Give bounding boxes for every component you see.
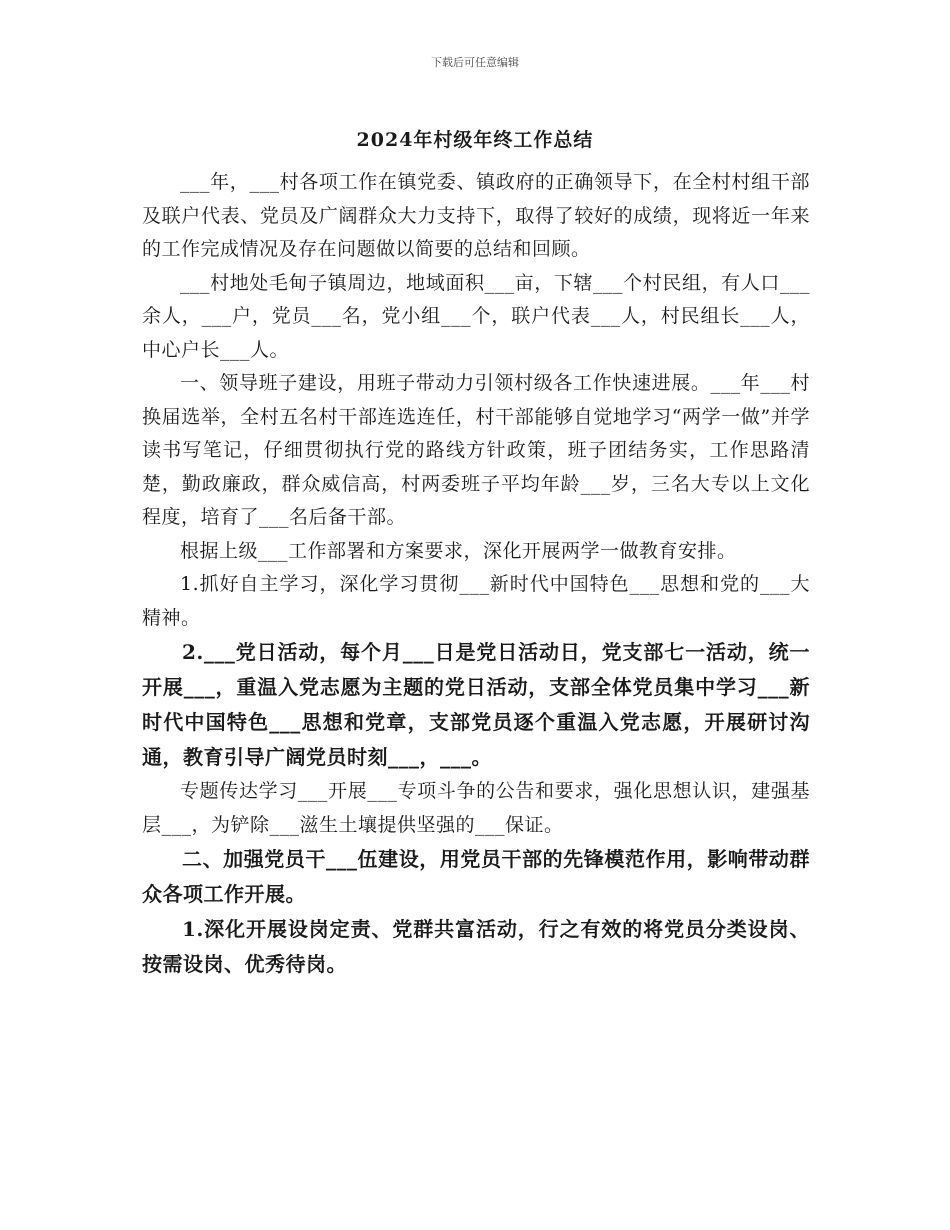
paragraph-item-1-study: 1.抓好自主学习，深化学习贯彻___新时代中国特色___思想和党的___大精神。 [142, 573, 810, 629]
paragraph-deployment: 根据上级___工作部署和方案要求，深化开展两学一做教育安排。 [180, 539, 737, 562]
paragraph-section-2-item-1: 1.深化开展设岗定责、党群共富活动，行之有效的将党员分类设岗、按需设岗、优秀待岗。 [142, 917, 810, 976]
paragraph-leadership: 一、领导班子建设，用班子带动力引领村级各工作快速进展。___年___村换届选举，全村五名村干部连选连任，村干部能够自觉地学习“两学一做”并学读书写笔记，仔细贯彻执行党的路线方针政策，班子团结务实，工作思路清楚，勤政廉政，群众威信高，村两委班子平均年龄___岁，三名大专以上文化程度，培育了___名后备干部。 [142, 372, 810, 528]
paragraph-intro: ___年，___村各项工作在镇党委、镇政府的正确领导下，在全村村组干部及联户代表、党员及广阔群众大力支持下，取得了较好的成绩，现将近一年来的工作完成情况及存在问题做以简要的总结和回顾。 [142, 171, 810, 260]
document-body [142, 166, 810, 982]
paragraph-section-2-heading: 二、加强党员干___伍建设，用党员干部的先锋模范作用，影响带动群众各项工作开展。 [142, 847, 810, 906]
paragraph-village-overview: ___村地处毛甸子镇周边，地域面积___亩，下辖___个村民组，有人口___余人，___户，党员___名，党小组___个，联户代表___人，村民组长___人，中心户长___人。 [142, 271, 810, 361]
document-title: 2024年村级年终工作总结 [356, 129, 594, 151]
header-note: 下载后可任意编辑 [431, 56, 519, 69]
paragraph-item-2-party-day: 2.___党日活动，每个月___日是党日活动日，党支部七一活动，统一开展___，重温入党志愿为主题的党日活动，支部全体党员集中学习___新时代中国特色___思想和党章，支部党员逐个重温入党志愿，开展研讨沟通，教育引导广阔党员时刻___，___。 [142, 640, 810, 769]
paragraph-special-study: 专题传达学习___开展___专项斗争的公告和要求，强化思想认识，建强基层___，为铲除___滋生土壤提供坚强的___保证。 [142, 780, 810, 836]
